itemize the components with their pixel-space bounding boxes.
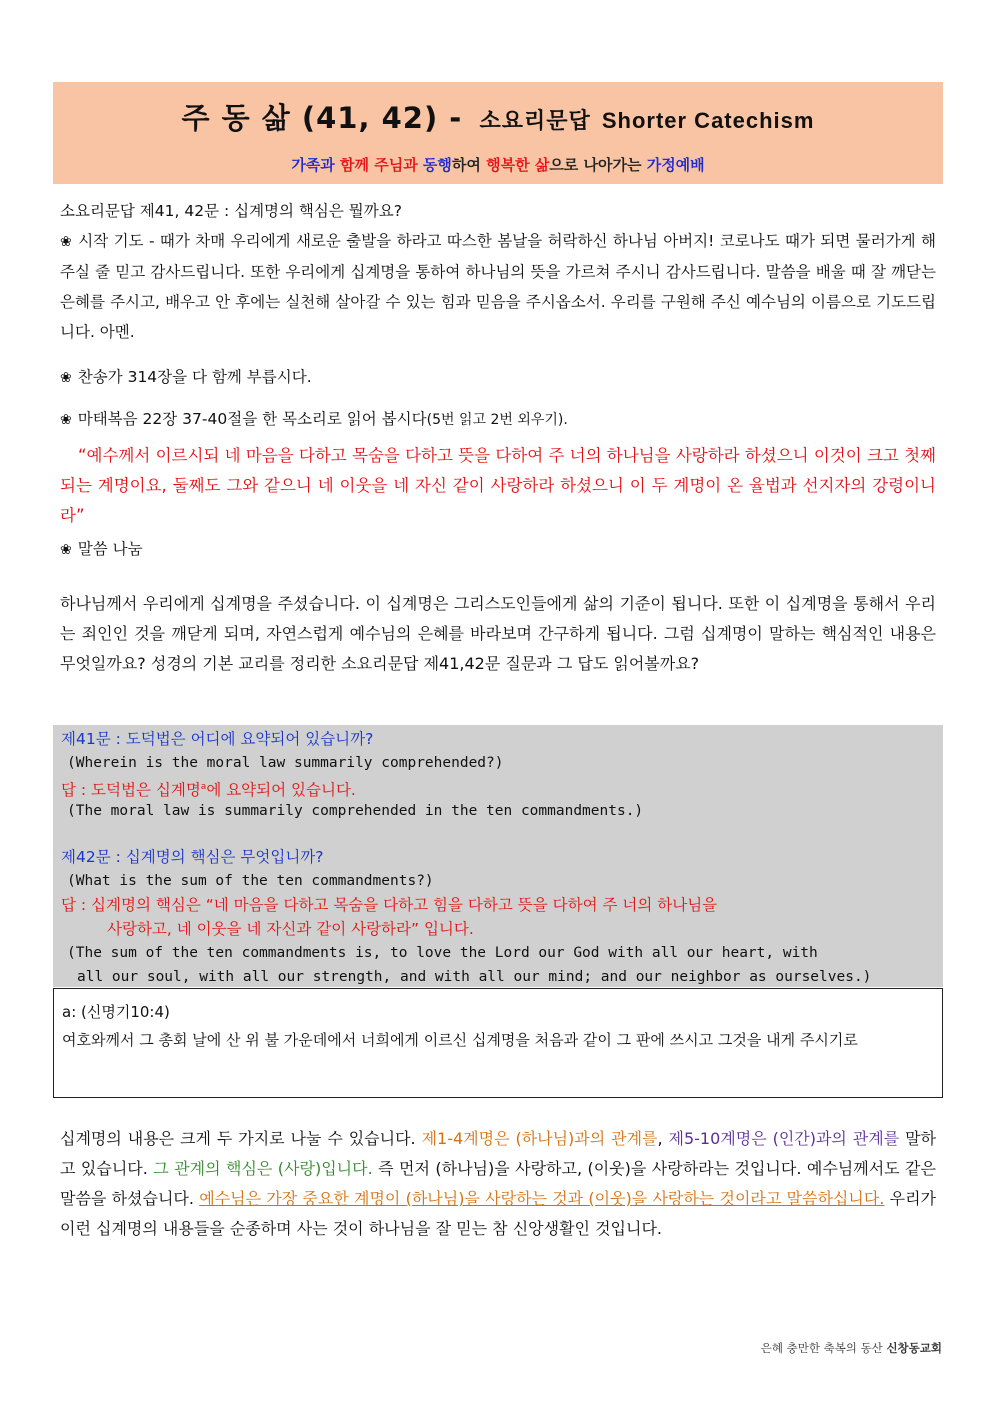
reading-text: 마태복음 22장 37-40절을 한 목소리로 읽어 봅시다	[77, 410, 427, 428]
question-line: 소요리문답 제41, 42문 : 십계명의 핵심은 뭘까요?	[60, 202, 402, 220]
flower-bullet-icon: ❀	[60, 234, 73, 250]
question-42-en: (What is the sum of the ten commandments?)	[67, 873, 434, 889]
reading-note: (5번 읽고 2번 외우기).	[426, 412, 568, 428]
summary-highlight-commandment: 예수님은 가장 중요한 계명이 (하나님)을 사랑하는 것과 (이웃)을 사랑하는 것이라고 말씀하십니다.	[199, 1189, 885, 1208]
footer-text: 은혜 충만한 축복의 동산	[760, 1341, 887, 1355]
summary-text: 십계명의 내용은 크게 두 가지로 나눌 수 있습니다.	[60, 1129, 422, 1148]
subtitle-part: 삶	[529, 156, 550, 174]
title-sub: 소요리문답	[479, 109, 591, 134]
question-41-en: (Wherein is the moral law summarily comprehended?)	[67, 755, 504, 771]
subtitle-part: 하여	[451, 156, 487, 174]
reading-line	[60, 404, 936, 435]
subtitle-part: 동행	[417, 156, 452, 174]
flower-bullet-icon: ❀	[60, 542, 72, 558]
question-41: 제41문 : 도덕법은 어디에 요약되어 있습니까?	[61, 730, 374, 748]
summary-text-4: 우리가 이런 십계명의 내용들을 순종하며 사는 것이 하나님을 잘 믿는 참 신앙생활인 것입니다.	[60, 1189, 936, 1238]
subtitle-part: 가족	[291, 156, 321, 174]
question-42: 제42문 : 십계명의 핵심은 무엇입니까?	[61, 848, 324, 866]
subtitle-part: 함께	[340, 156, 369, 174]
title-main: 주 동 삶 (41, 42) -	[181, 101, 463, 135]
subtitle-part: 으로 나아가는	[549, 156, 647, 174]
answer-41-en: (The moral law is summarily comprehended in the ten commandments.)	[67, 803, 644, 819]
footer	[761, 1340, 942, 1356]
reference-body: 여호와께서 그 총회 날에 산 위 불 가운데에서 너희에게 이르신 십계명을 처음과 같이 그 판에 쓰시고 그것을 내게 주시기로	[62, 1031, 858, 1049]
title-en: Shorter Catechism	[601, 108, 815, 133]
summary-highlight-human: 제5-10계명은 (인간)과의 관계를	[668, 1129, 900, 1148]
hymn-text: 찬송가 314장을 다 함께 부릅시다.	[77, 368, 312, 386]
summary-paragraph	[60, 1124, 936, 1244]
subtitle-part: 가정예배	[646, 156, 705, 174]
header-banner	[53, 82, 943, 184]
summary-highlight-love: 그 관계의 핵심은 (사랑)입니다.	[153, 1159, 373, 1178]
flower-bullet-icon: ❀	[60, 370, 72, 386]
summary-text-3: 즉 먼저 (하나님)을 사랑하고, (이웃)을 사랑하라는 것입니다. 예수님께서도 같은 말씀을 하셨습니다.	[60, 1159, 936, 1208]
flower-bullet-icon: ❀	[60, 412, 72, 428]
subtitle-part: 과	[320, 156, 341, 174]
answer-42-line2: 사랑하고, 네 이웃을 네 자신과 같이 사랑하라” 입니다.	[107, 920, 474, 938]
answer-42-line1: 답 : 십계명의 핵심은 “네 마음을 다하고 목숨을 다하고 힘을 다하고 뜻을 다하여 주 너의 하나님을	[61, 896, 718, 914]
answer-41-sup: a	[200, 782, 207, 792]
sharing-label: 말씀 나눔	[77, 540, 143, 558]
sharing-line	[60, 534, 936, 565]
subtitle-part: 행복한	[486, 156, 530, 174]
page-title	[53, 96, 943, 137]
prayer-label: 시작 기도	[78, 232, 144, 250]
answer-41-text: 답 : 도덕법은 십계명	[61, 781, 201, 800]
prayer-paragraph	[60, 226, 936, 347]
answer-42-en1: (The sum of the ten commandments is, to love the Lord our God with all our heart, with	[67, 945, 818, 961]
scripture-quote: “예수께서 이르시되 네 마음을 다하고 목숨을 다하고 뜻을 다하여 주 너의 하나님을 사랑하라 하셨으니 이것이 크고 첫째 되는 계명이요, 둘째도 그와 같으니 네 이웃을 네 자신 같이 사랑하라 하셨으니 이 두 계명이 온 율법과 선지자의 강령이니라”	[60, 446, 936, 525]
answer-42-en2: all our soul, with all our strength, and with all our mind; and our neighbor as ourselves.)	[77, 969, 872, 985]
summary-highlight-god: 제1-4계명은 (하나님)과의 관계를	[421, 1129, 658, 1148]
intro-paragraph: 하나님께서 우리에게 십계명을 주셨습니다. 이 십계명은 그리스도인들에게 삶의 기준이 됩니다. 또한 이 십계명을 통해서 우리는 죄인인 것을 깨닫게 되며, 자연스럽게 예수님의 은혜를 바라보며 간구하게 됩니다. 그럼 십계명이 말하는 핵심적인 내용은 무엇일까요? 성경의 기본 교리를 정리한 소요리문답 제41,42문 질문과 그 답도 읽어볼까요?	[60, 594, 936, 673]
summary-sep: ,	[657, 1129, 669, 1148]
subtitle	[53, 154, 943, 175]
prayer-text: - 때가 차매 우리에게 새로운 출발을 하라고 따스한 봄날을 허락하신 하나님 아버지! 코로나도 때가 되면 물러가게 해주실 줄 믿고 감사드립니다. 또한 우리에게 십계명을 통하여 하나님의 뜻을 가르쳐 주시니 감사드립니다. 말씀을 배울 때 잘 깨닫는 은혜를 주시고, 배우고 안 후에는 실천해 살아갈 수 있는 힘과 믿음을 주시옵소서. 우리를 구원해 주신 예수님의 이름으로 기도드립니다. 아멘.	[60, 232, 937, 341]
summary-text-2: 말하고 있습니다.	[60, 1129, 937, 1178]
hymn-line	[60, 362, 936, 393]
reference-title: a: (신명기10:4)	[62, 1003, 170, 1021]
footer-church: 신창동교회	[886, 1341, 942, 1355]
qa-box	[53, 725, 943, 987]
answer-41-end: 에 요약되어 있습니다.	[206, 781, 356, 800]
subtitle-part: 주님과	[369, 156, 418, 174]
reference-box	[53, 988, 943, 1098]
